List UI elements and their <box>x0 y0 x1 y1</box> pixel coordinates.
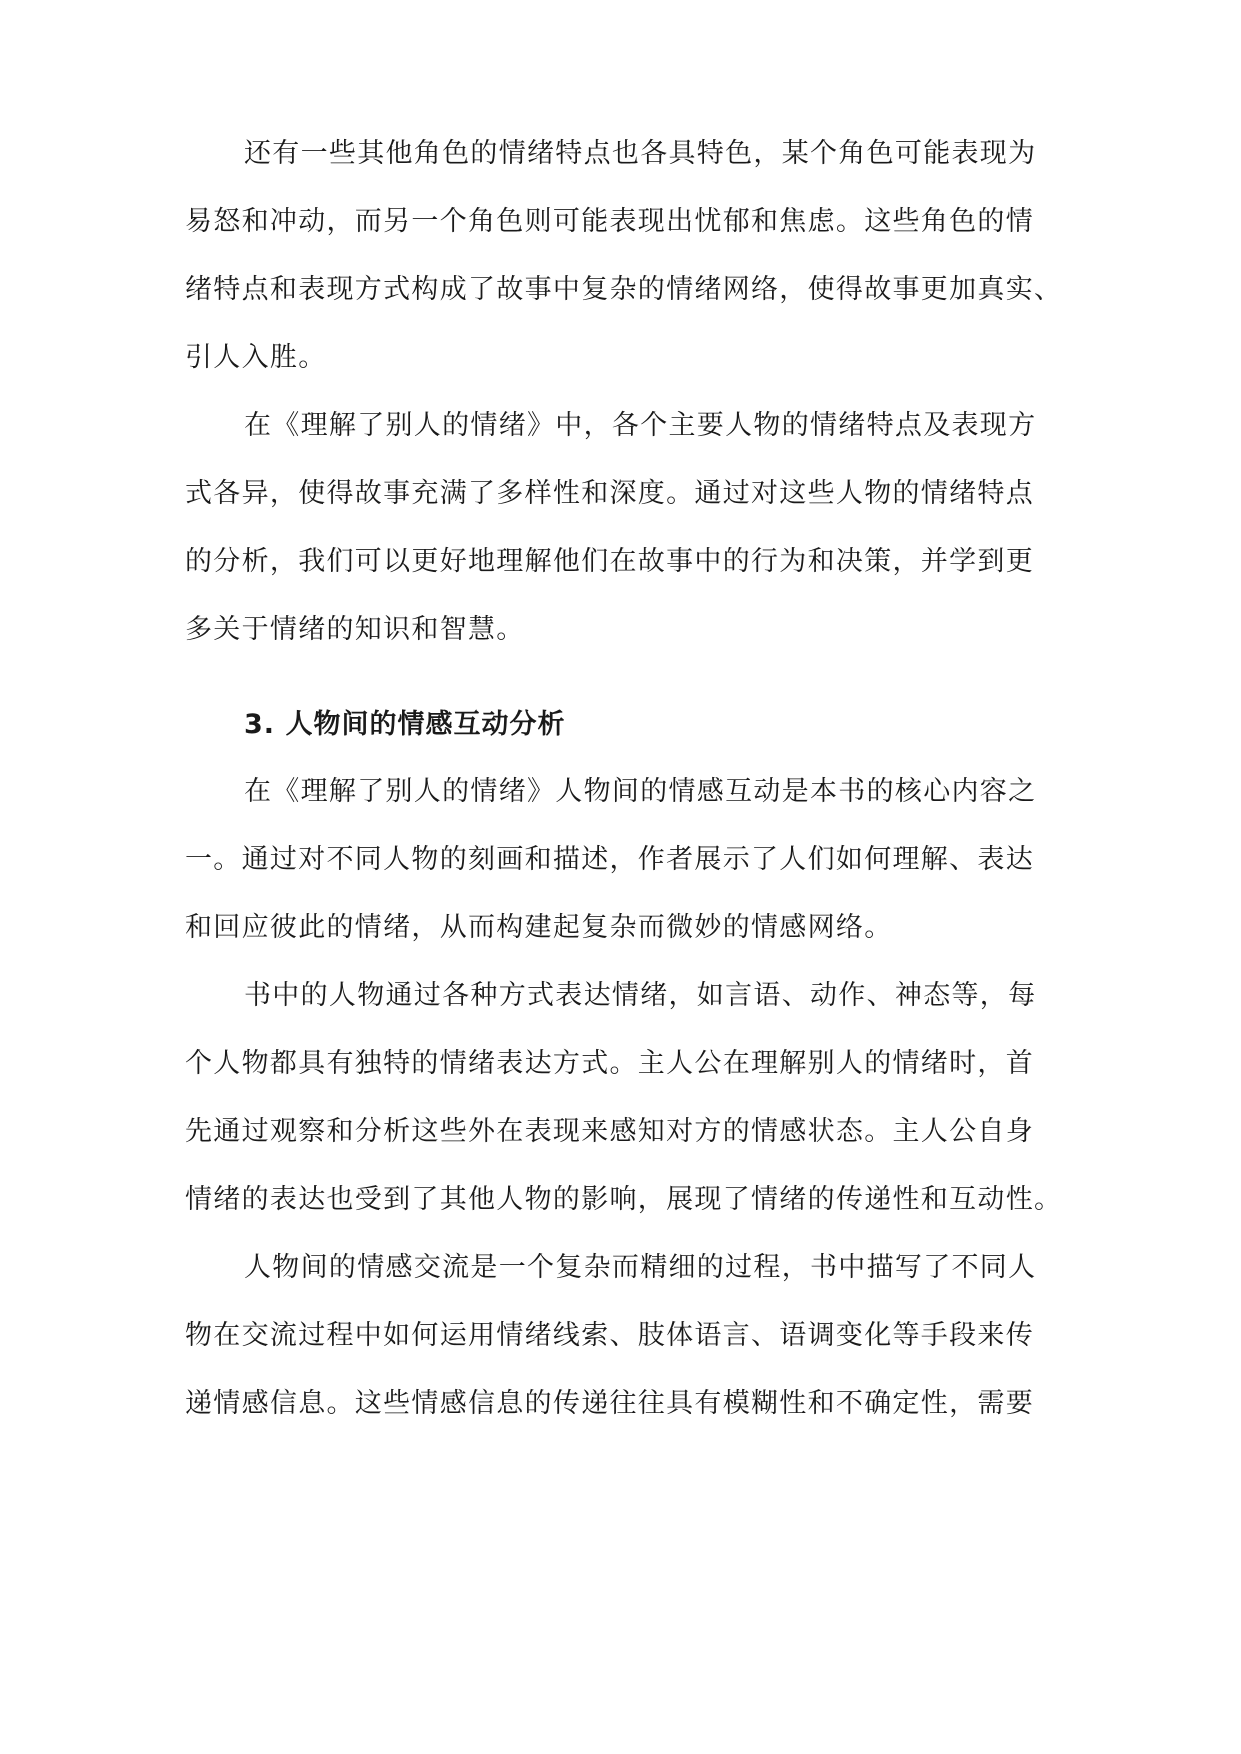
text-line: 一。通过对不同人物的刻画和描述，作者展示了人们如何理解、表达 <box>185 844 1034 875</box>
text-line: 情绪的表达也受到了其他人物的影响，展现了情绪的传递性和互动性。 <box>185 1184 1063 1215</box>
text-line: 的分析，我们可以更好地理解他们在故事中的行为和决策，并学到更 <box>185 546 1034 577</box>
text-line: 绪特点和表现方式构成了故事中复杂的情绪网络，使得故事更加真实、 <box>185 274 1063 305</box>
text-line: 递情感信息。这些情感信息的传递往往具有模糊性和不确定性，需要 <box>185 1388 1034 1419</box>
text-line: 在《理解了别人的情绪》人物间的情感互动是本书的核心内容之 <box>244 776 1037 807</box>
text-line: 书中的人物通过各种方式表达情绪，如言语、动作、神态等，每 <box>244 980 1037 1011</box>
text-line: 个人物都具有独特的情绪表达方式。主人公在理解别人的情绪时，首 <box>185 1048 1034 1079</box>
text-line: 物在交流过程中如何运用情绪线索、肢体语言、语调变化等手段来传 <box>185 1320 1034 1351</box>
text-line: 易怒和冲动，而另一个角色则可能表现出忧郁和焦虑。这些角色的情 <box>185 206 1034 237</box>
text-line: 人物间的情感交流是一个复杂而精细的过程，书中描写了不同人 <box>244 1252 1037 1283</box>
text-line: 先通过观察和分析这些外在表现来感知对方的情感状态。主人公自身 <box>185 1116 1034 1147</box>
section-heading: 3. 人物间的情感互动分析 <box>244 709 566 740</box>
text-line: 还有一些其他角色的情绪特点也各具特色，某个角色可能表现为 <box>244 138 1037 169</box>
text-line: 式各异，使得故事充满了多样性和深度。通过对这些人物的情绪特点 <box>185 478 1034 509</box>
text-line: 在《理解了别人的情绪》中，各个主要人物的情绪特点及表现方 <box>244 410 1037 441</box>
text-line: 和回应彼此的情绪，从而构建起复杂而微妙的情感网络。 <box>185 912 893 943</box>
text-line: 引人入胜。 <box>185 342 327 373</box>
text-line: 多关于情绪的知识和智慧。 <box>185 614 525 645</box>
